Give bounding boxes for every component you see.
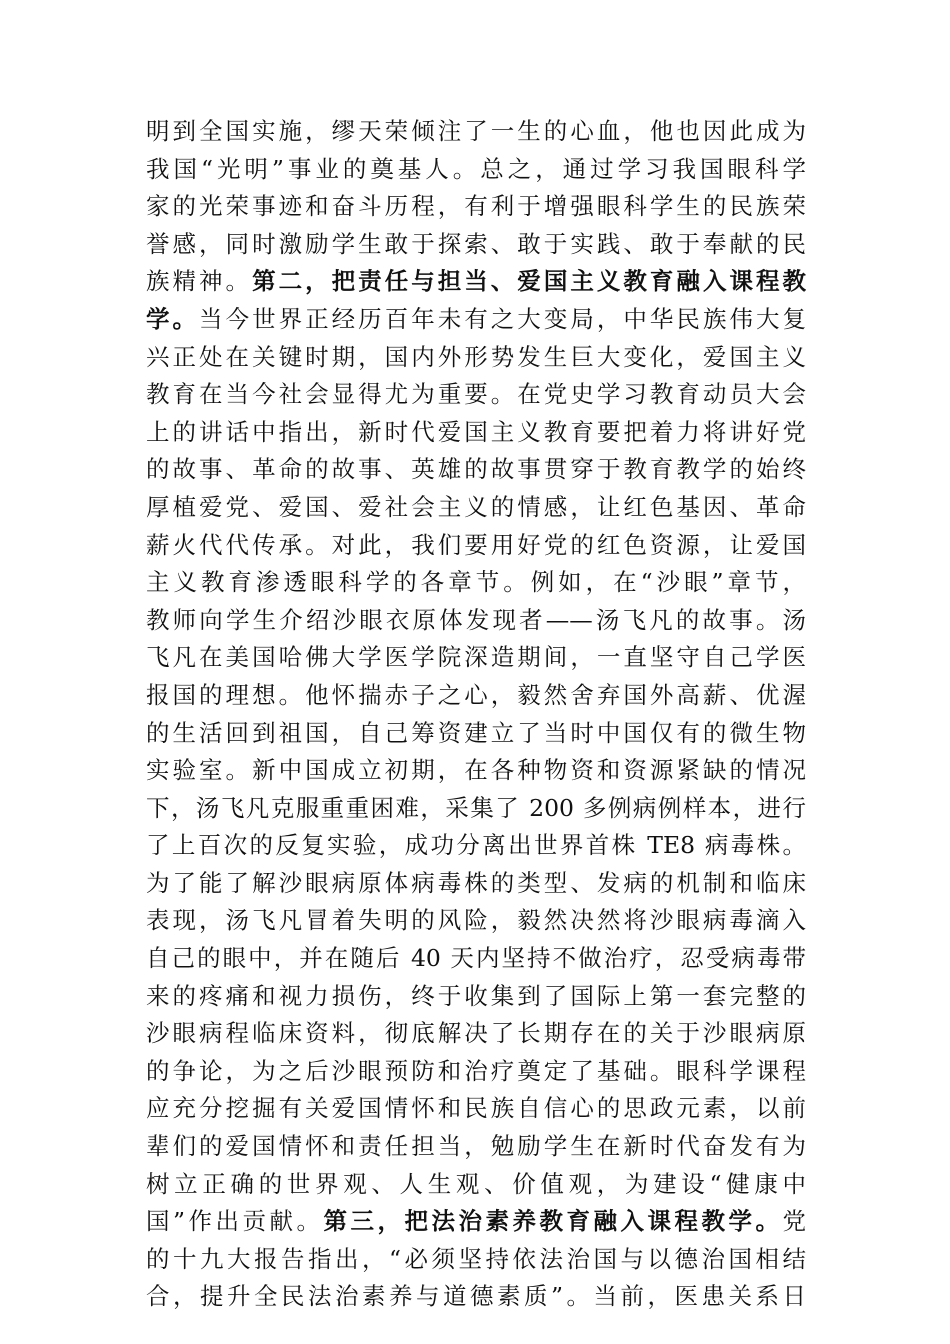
- text-line: [146, 564, 806, 602]
- text-line: [146, 602, 806, 640]
- body-text-segment: 主义教育渗透眼科学的各章节。例如，在“沙眼”章节，: [146, 568, 806, 597]
- body-text-segment: 教师向学生介绍沙眼衣原体发现者——汤飞凡的故事。汤: [146, 605, 806, 634]
- body-text-segment: 薪火代代传承。对此，我们要用好党的红色资源，让爱国: [146, 530, 806, 559]
- text-line: [146, 940, 806, 978]
- text-line: [146, 677, 806, 715]
- body-text-segment: 应充分挖掘有关爱国情怀和民族自信心的思政元素，以前: [146, 1094, 806, 1123]
- body-text-segment: 沙眼病程临床资料，彻底解决了长期存在的关于沙眼病原: [146, 1019, 806, 1048]
- body-paragraph: [146, 113, 806, 1316]
- body-text-segment: 族精神。: [146, 267, 253, 296]
- text-line: [146, 301, 806, 339]
- text-line: [146, 865, 806, 903]
- text-line: [146, 339, 806, 377]
- body-text-segment: 飞凡在美国哈佛大学医学院深造期间，一直坚守自己学医: [146, 643, 806, 672]
- body-text-segment: 厚植爱党、爱国、爱社会主义的情感，让红色基因、革命: [146, 492, 806, 521]
- body-text-segment: 为了能了解沙眼病原体病毒株的类型、发病的机制和临床: [146, 868, 806, 897]
- body-text-segment: 教育在当今社会显得尤为重要。在党史学习教育动员大会: [146, 380, 806, 409]
- body-text-segment: 党: [782, 1207, 807, 1236]
- body-text-segment: 了上百次的反复实验，成功分离出世界首株 TE8 病毒株。: [146, 831, 806, 860]
- text-line: [146, 827, 806, 865]
- body-text-segment: 家的光荣事迹和奋斗历程，有利于增强眼科学生的民族荣: [146, 192, 806, 221]
- body-text-segment: 自己的眼中，并在随后 40 天内坚持不做治疗，忍受病毒带: [146, 944, 806, 973]
- text-line: [146, 978, 806, 1016]
- body-text-segment: 辈们的爱国情怀和责任担当，勉励学生在新时代奋发有为: [146, 1132, 806, 1161]
- text-line: [146, 226, 806, 264]
- text-line: [146, 151, 806, 189]
- body-text-segment: 明到全国实施，缪天荣倾注了一生的心血，他也因此成为: [146, 117, 806, 145]
- body-text-segment: 国”作出贡献。: [146, 1207, 324, 1236]
- body-text-segment: 树立正确的世界观、人生观、价值观，为建设“健康中: [146, 1169, 806, 1198]
- bold-heading-text: 第三，把法治素养教育融入课程教学。: [323, 1207, 783, 1236]
- text-line: [146, 1015, 806, 1053]
- body-text-segment: 的十九大报告指出，“必须坚持依法治国与以德治国相结: [146, 1244, 806, 1273]
- text-line: [146, 752, 806, 790]
- body-text-segment: 合，提升全民法治素养与道德素质”。当前，医患关系日: [146, 1282, 806, 1311]
- text-line: [146, 715, 806, 753]
- text-line: [146, 1090, 806, 1128]
- body-text-segment: 来的疼痛和视力损伤，终于收集到了国际上第一套完整的: [146, 981, 806, 1010]
- body-text-segment: 当今世界正经历百年未有之大变局，中华民族伟大复: [199, 304, 807, 333]
- text-line: [146, 376, 806, 414]
- text-line: [146, 527, 806, 565]
- text-line: [146, 639, 806, 677]
- body-text-segment: 表现，汤飞凡冒着失明的风险，毅然决然将沙眼病毒滴入: [146, 906, 806, 935]
- body-text-segment: 的生活回到祖国，自己筹资建立了当时中国仅有的微生物: [146, 718, 806, 747]
- text-line: [146, 790, 806, 828]
- text-line: [146, 1241, 806, 1279]
- text-line: [146, 1203, 806, 1241]
- text-line: [146, 902, 806, 940]
- body-text-segment: 报国的理想。他怀揣赤子之心，毅然舍弃国外高薪、优渥: [146, 680, 806, 709]
- bold-heading-text: 第二，把责任与担当、爱国主义教育融入课程教: [252, 267, 807, 296]
- text-line: [146, 263, 806, 301]
- body-text-segment: 的争论，为之后沙眼预防和治疗奠定了基础。眼科学课程: [146, 1056, 806, 1085]
- text-line: [146, 451, 806, 489]
- body-text-segment: 上的讲话中指出，新时代爱国主义教育要把着力将讲好党: [146, 417, 806, 446]
- text-line: [146, 1128, 806, 1166]
- body-text-segment: 的故事、革命的故事、英雄的故事贯穿于教育教学的始终: [146, 455, 806, 484]
- text-line: [146, 1278, 806, 1316]
- text-line: [146, 1053, 806, 1091]
- text-line: [146, 489, 806, 527]
- bold-heading-text: 学。: [146, 304, 200, 333]
- body-text-segment: 兴正处在关键时期，国内外形势发生巨大变化，爱国主义: [146, 342, 806, 371]
- text-line: [146, 188, 806, 226]
- text-line: [146, 113, 806, 151]
- body-text-segment: 下，汤飞凡克服重重困难，采集了 200 多例病例样本，进行: [146, 793, 806, 822]
- text-line: [146, 414, 806, 452]
- body-text-segment: 誉感，同时激励学生敢于探索、敢于实践、敢于奉献的民: [146, 229, 806, 258]
- body-text-segment: 我国“光明”事业的奠基人。总之，通过学习我国眼科学: [146, 154, 806, 183]
- body-text-segment: 实验室。新中国成立初期，在各种物资和资源紧缺的情况: [146, 756, 806, 785]
- text-line: [146, 1166, 806, 1204]
